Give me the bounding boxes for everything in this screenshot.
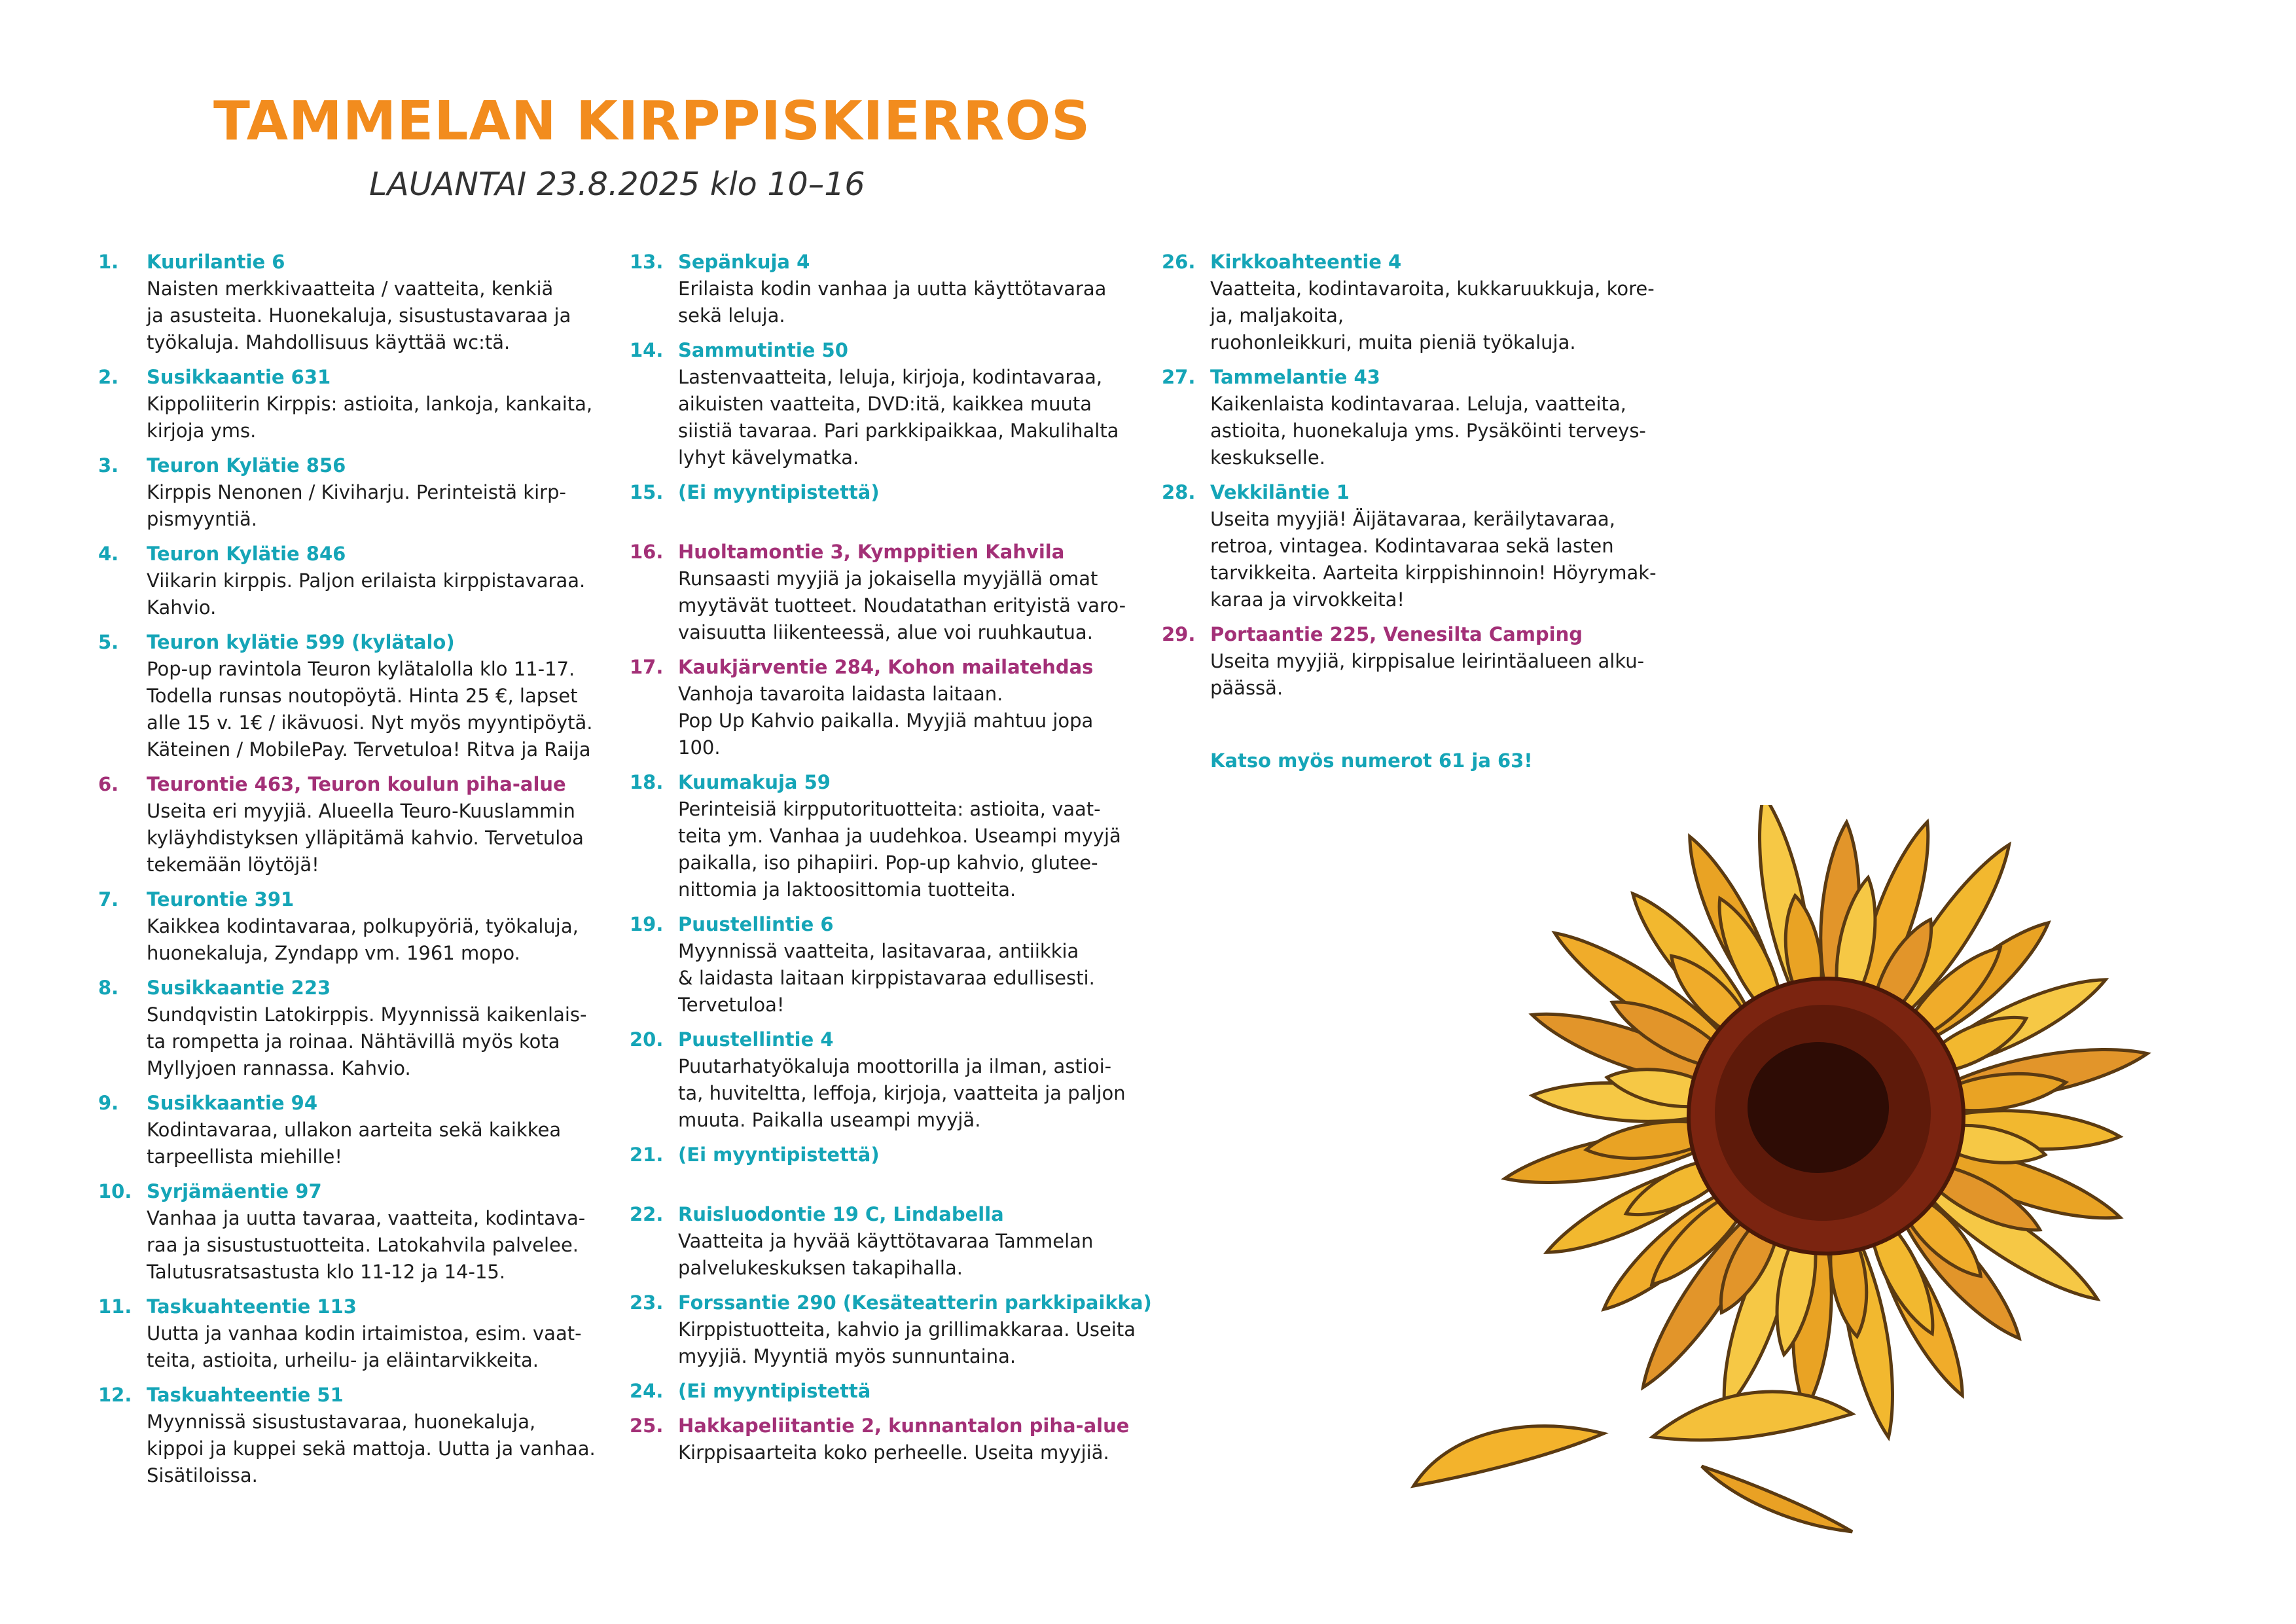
item-description-line: keskukselle. <box>1210 446 1325 469</box>
item-body <box>147 452 622 533</box>
item-description-line: 100. <box>678 736 721 759</box>
item-description-line: Lastenvaatteita, leluja, kirjoja, kodintavaraa, <box>678 366 1103 388</box>
item-description-line: Vanhaa ja uutta tavaraa, vaatteita, kodintava- <box>147 1207 586 1229</box>
item-body <box>678 1378 1153 1405</box>
item-description-line: Tervetuloa! <box>678 994 785 1016</box>
item-description-line: paikalla, iso pihapiiri. Pop-up kahvio, glutee- <box>678 852 1098 874</box>
item-address: Forssantie 290 (Kesäteatterin parkkipaikka) <box>678 1291 1152 1314</box>
item-description-line: nittomia ja laktoosittomia tuotteita. <box>678 878 1016 901</box>
item-description-line: tekemään löytöjä! <box>147 854 319 876</box>
list-item <box>630 337 1153 471</box>
column-3 <box>1162 249 1685 774</box>
item-body <box>147 1090 622 1170</box>
item-number: 19. <box>630 913 664 935</box>
item-body <box>678 769 1153 903</box>
item-description-line: Viikarin kirppis. Paljon erilaista kirppistavaraa. <box>147 569 586 592</box>
item-description-line: Kahvio. <box>147 596 217 619</box>
item-description-line: astioita, huonekaluja yms. Pysäköinti terveys- <box>1210 420 1646 442</box>
item-address: Puustellintie 4 <box>678 1028 834 1051</box>
item-description-line: Kippoliiterin Kirppis: astioita, lankoja, kankaita, <box>147 393 593 415</box>
item-description-line: Talutusratsastusta klo 11-12 ja 14-15. <box>147 1261 506 1283</box>
item-number: 1. <box>98 251 119 273</box>
item-body <box>1210 364 1685 471</box>
list-item <box>98 1293 622 1374</box>
item-description-line: Useita myyjiä! Äijätavaraa, keräilytavaraa, <box>1210 508 1615 530</box>
item-description-line: teita, astioita, urheilu- ja eläintarvikkeita. <box>147 1349 539 1371</box>
item-address: Portaantie 225, Venesilta Camping <box>1210 623 1583 645</box>
item-number: 9. <box>98 1092 119 1114</box>
item-description-line: työkaluja. Mahdollisuus käyttää wc:tä. <box>147 331 511 353</box>
see-also-note: Katso myös numerot 61 ja 63! <box>1210 749 1533 772</box>
item-description-line: ta rompetta ja roinaa. Nähtävillä myös kota <box>147 1030 560 1053</box>
item-address: Taskuahteentie 51 <box>147 1384 344 1406</box>
item-description-line: Naisten merkkivaatteita / vaatteita, kenkiä <box>147 278 554 300</box>
item-address: Vekkilāntie 1 <box>1210 481 1350 503</box>
item-description-line: kirjoja yms. <box>147 420 257 442</box>
item-description-line: Puutarhatyökaluja moottorilla ja ilman, astioi- <box>678 1055 1112 1077</box>
item-body <box>678 1026 1153 1134</box>
list-item <box>98 771 622 878</box>
item-address: Hakkapeliitantie 2, kunnantalon piha-alue <box>678 1415 1130 1437</box>
item-number: 12. <box>98 1384 132 1406</box>
item-address: Kaukjärventie 284, Kohon mailatehdas <box>678 656 1094 678</box>
list-item <box>630 1201 1153 1282</box>
item-number: 7. <box>98 888 119 911</box>
list-item <box>98 1178 622 1286</box>
list-item <box>1162 364 1685 471</box>
item-number: 22. <box>630 1203 664 1225</box>
item-number: 17. <box>630 656 664 678</box>
fallen-petals <box>1414 1392 1852 1532</box>
list-item <box>98 886 622 967</box>
list-item <box>630 769 1153 903</box>
item-body <box>678 249 1153 329</box>
item-description-line: Todella runsas noutopöytä. Hinta 25 €, lapset <box>147 685 578 707</box>
item-number: 21. <box>630 1144 664 1166</box>
item-description-line: Sisätiloissa. <box>147 1464 258 1487</box>
list-item <box>630 1290 1153 1370</box>
item-description-line: muuta. Paikalla useampi myyjä. <box>678 1109 981 1131</box>
list-item <box>630 1378 1153 1405</box>
item-description-line: Erilaista kodin vanhaa ja uutta käyttötavaraa <box>678 278 1107 300</box>
item-number: 18. <box>630 771 664 793</box>
item-address: (Ei myyntipistettä) <box>678 481 880 503</box>
item-number: 23. <box>630 1291 664 1314</box>
item-description-line: lyhyt kävelymatka. <box>678 446 859 469</box>
item-address: Susikkaantie 94 <box>147 1092 318 1114</box>
item-address: Kirkkoahteentie 4 <box>1210 251 1402 273</box>
item-address: Teuron Kylätie 846 <box>147 543 346 565</box>
item-description-line: Kirppis Nenonen / Kiviharju. Perinteistä kirp- <box>147 481 566 503</box>
item-address: Tammelantie 43 <box>1210 366 1380 388</box>
item-description-line: Perinteisiä kirpputorituotteita: astioita, vaat- <box>678 798 1101 820</box>
column-1 <box>98 249 622 1497</box>
item-body <box>1210 479 1685 613</box>
list-item <box>630 539 1153 646</box>
item-description-line: retroa, vintagea. Kodintavaraa sekä lasten <box>1210 535 1614 557</box>
list-item <box>630 479 1153 531</box>
item-description-line: & laidasta laitaan kirppistavaraa edullisesti. <box>678 967 1095 989</box>
item-body <box>678 911 1153 1019</box>
item-address: Syrjämäentie 97 <box>147 1180 322 1202</box>
item-description-line: kyläyhdistyksen ylläpitämä kahvio. Tervetuloa <box>147 827 584 849</box>
item-description-line: huonekaluja, Zyndapp vm. 1961 mopo. <box>147 942 520 964</box>
item-body <box>147 771 622 878</box>
item-description-line: Myllyjoen rannassa. Kahvio. <box>147 1057 411 1079</box>
item-address: (Ei myyntipistettä) <box>678 1144 880 1166</box>
item-number: 6. <box>98 773 119 795</box>
item-description-line: Myynnissä vaatteita, lasitavaraa, antiikkia <box>678 940 1079 962</box>
item-body <box>147 886 622 967</box>
list-item <box>98 1382 622 1489</box>
item-description-line: Kodintavaraa, ullakon aarteita sekä kaikkea <box>147 1119 562 1141</box>
item-description-line: Vanhoja tavaroita laidasta laitaan. <box>678 683 1003 705</box>
item-description-line: Vaatteita, kodintavaroita, kukkaruukkuja, kore- <box>1210 278 1655 300</box>
item-body <box>678 1142 1153 1193</box>
item-number: 25. <box>630 1415 664 1437</box>
list-item <box>98 629 622 763</box>
item-number: 13. <box>630 251 664 273</box>
item-body <box>678 1290 1153 1370</box>
list-item <box>98 452 622 533</box>
item-number: 10. <box>98 1180 132 1202</box>
item-description-line: ja asusteita. Huonekaluja, sisustustavaraa ja <box>147 304 571 327</box>
item-description-line: Kirppistuotteita, kahvio ja grillimakkaraa. Useita <box>678 1318 1136 1341</box>
item-description-line: Kirppisaarteita koko perheelle. Useita myyjiä. <box>678 1441 1109 1464</box>
item-description-line: ruohonleikkuri, muita pieniä työkaluja. <box>1210 331 1576 353</box>
item-number: 24. <box>630 1380 664 1402</box>
item-number: 14. <box>630 339 664 361</box>
item-body <box>147 364 622 444</box>
list-item <box>1162 621 1685 702</box>
item-number: 2. <box>98 366 119 388</box>
page-title: TAMMELAN KIRPPISKIERROS <box>213 90 1091 153</box>
item-description-line: Useita myyjiä, kirppisalue leirintäalueen alku- <box>1210 650 1645 672</box>
item-body <box>147 629 622 763</box>
item-description-line: Myynnissä sisustustavaraa, huonekaluja, <box>147 1411 536 1433</box>
item-description-line: Pop Up Kahvio paikalla. Myyjiä mahtuu jopa <box>678 710 1094 732</box>
item-address: Teurontie 463, Teuron koulun piha-alue <box>147 773 566 795</box>
item-description-line: ta, huviteltta, leffoja, kirjoja, vaatteita ja paljon <box>678 1082 1126 1104</box>
item-body <box>678 1413 1153 1466</box>
list-item <box>630 1413 1153 1466</box>
item-address: Taskuahteentie 113 <box>147 1295 357 1318</box>
item-description-line: tarvikkeita. Aarteita kirppishinnoin! Höyrymak- <box>1210 562 1657 584</box>
item-address: Huoltamontie 3, Kymppitien Kahvila <box>678 541 1065 563</box>
item-number: 5. <box>98 631 119 653</box>
list-item <box>98 1090 622 1170</box>
item-description-line: palvelukeskuksen takapihalla. <box>678 1257 963 1279</box>
item-address: Kuurilantie 6 <box>147 251 285 273</box>
item-number: 4. <box>98 543 119 565</box>
item-number: 16. <box>630 541 664 563</box>
list-item <box>630 654 1153 761</box>
item-description-line: siistiä tavaraa. Pari parkkipaikkaa, Makulihalta <box>678 420 1119 442</box>
item-number: 20. <box>630 1028 664 1051</box>
event-date: LAUANTAI 23.8.2025 klo 10–16 <box>369 166 865 203</box>
item-body <box>147 541 622 621</box>
item-body <box>678 1201 1153 1282</box>
list-item <box>98 975 622 1082</box>
item-description-line: Runsaasti myyjiä ja jokaisella myyjällä omat <box>678 568 1098 590</box>
list-item <box>1162 479 1685 613</box>
item-description-line: alle 15 v. 1€ / ikävuosi. Nyt myös myyntipöytä. <box>147 712 593 734</box>
item-address: Susikkaantie 223 <box>147 977 331 999</box>
item-description-line: Sundqvistin Latokirppis. Myynnissä kaikenlais- <box>147 1003 587 1026</box>
item-number: 11. <box>98 1295 132 1318</box>
item-description-line: pismyyntiä. <box>147 508 257 530</box>
item-body <box>678 479 1153 531</box>
item-body <box>678 654 1153 761</box>
list-item <box>630 911 1153 1019</box>
list-item <box>630 1026 1153 1134</box>
item-address: Kuumakuja 59 <box>678 771 831 793</box>
item-description-line: Käteinen / MobilePay. Tervetuloa! Ritva ja Raija <box>147 738 591 761</box>
item-body <box>1210 249 1685 356</box>
item-description-line: myyjiä. Myyntiä myös sunnuntaina. <box>678 1345 1016 1367</box>
list-item <box>98 541 622 621</box>
item-description-line: päässä. <box>1210 677 1283 699</box>
column-2 <box>630 249 1153 1474</box>
item-description-line: raa ja sisustustuotteita. Latokahvila palvelee. <box>147 1234 579 1256</box>
item-description-line: kippoi ja kuppei sekä mattoja. Uutta ja vanhaa. <box>147 1437 596 1460</box>
item-body <box>147 1293 622 1374</box>
item-address: Ruisluodontie 19 C, Lindabella <box>678 1203 1004 1225</box>
item-description-line: Kaikkea kodintavaraa, polkupyöriä, työkaluja, <box>147 915 579 937</box>
item-address: (Ei myyntipistettä <box>678 1380 871 1402</box>
item-body <box>678 337 1153 471</box>
item-body <box>147 1382 622 1489</box>
list-item <box>1162 249 1685 356</box>
item-number: 27. <box>1162 366 1196 388</box>
item-description-line: myytävät tuotteet. Noudatathan erityistä varo- <box>678 594 1126 617</box>
item-address: Teuron Kylätie 856 <box>147 454 346 477</box>
list-item <box>98 364 622 444</box>
item-description-line: Pop-up ravintola Teuron kylätalolla klo 11-17. <box>147 658 575 680</box>
item-number: 8. <box>98 977 119 999</box>
item-description-line: karaa ja virvokkeita! <box>1210 588 1405 611</box>
item-body <box>147 975 622 1082</box>
item-address: Puustellintie 6 <box>678 913 834 935</box>
item-number: 26. <box>1162 251 1196 273</box>
item-number: 3. <box>98 454 119 477</box>
item-description-line: tarpeellista miehille! <box>147 1146 342 1168</box>
list-item <box>630 249 1153 329</box>
item-description-line: ja, maljakoita, <box>1210 304 1344 327</box>
item-description-line: Uutta ja vanhaa kodin irtaimistoa, esim. vaat- <box>147 1322 582 1344</box>
item-body <box>147 1178 622 1286</box>
item-address: Sammutintie 50 <box>678 339 848 361</box>
sunflower-center <box>1689 979 1964 1254</box>
item-address: Susikkaantie 631 <box>147 366 331 388</box>
item-description-line: Vaatteita ja hyvää käyttötavaraa Tammelan <box>678 1230 1094 1252</box>
item-description-line: vaisuutta liikenteessä, alue voi ruuhkautua. <box>678 621 1093 643</box>
item-description-line: Kaikenlaista kodintavaraa. Leluja, vaatteita, <box>1210 393 1626 415</box>
item-description-line: aikuisten vaatteita, DVD:itä, kaikkea muuta <box>678 393 1092 415</box>
item-address: Sepänkuja 4 <box>678 251 810 273</box>
item-body <box>678 539 1153 646</box>
item-number: 28. <box>1162 481 1196 503</box>
item-body <box>1210 621 1685 702</box>
item-body <box>147 249 622 356</box>
item-description-line: sekä leluja. <box>678 304 785 327</box>
item-address: Teuron kylätie 599 (kylätalo) <box>147 631 455 653</box>
item-number: 29. <box>1162 623 1196 645</box>
list-item <box>98 249 622 356</box>
list-item <box>630 1142 1153 1193</box>
item-description-line: teita ym. Vanhaa ja uudehkoa. Useampi myyjä <box>678 825 1121 847</box>
item-address: Teurontie 391 <box>147 888 295 911</box>
sunflower-illustration <box>1394 805 2245 1578</box>
item-number: 15. <box>630 481 664 503</box>
item-description-line: Useita eri myyjiä. Alueella Teuro-Kuuslammin <box>147 800 575 822</box>
